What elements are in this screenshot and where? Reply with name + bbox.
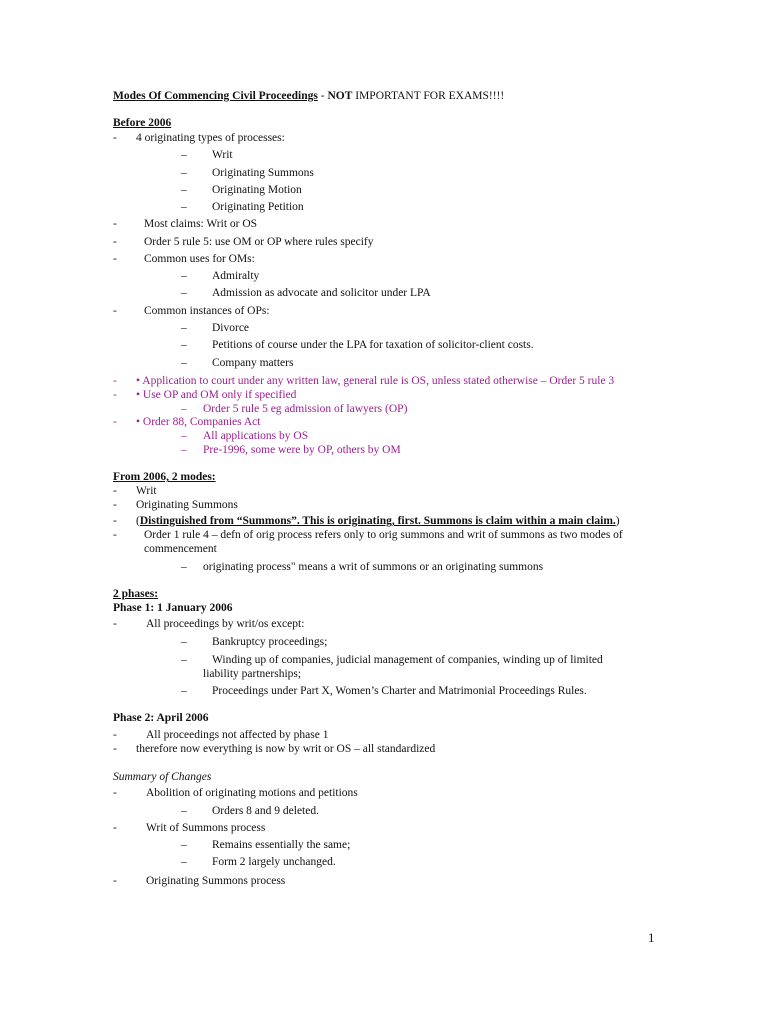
- sub-dash: –: [181, 287, 187, 299]
- title-sep: -: [317, 90, 328, 102]
- bullet-dash: -: [113, 485, 117, 497]
- note-sub-item: All applications by OS: [203, 430, 309, 442]
- bullet-dash: -: [113, 499, 117, 511]
- list-item: (Distinguished from “Summons”. This is originating, first. Summons is claim within a main claim.): [136, 515, 620, 527]
- sub-dash: –: [181, 856, 187, 868]
- note-sub-item: Pre-1996, some were by OP, others by OM: [203, 444, 401, 456]
- list-item: Writ of Summons process: [146, 822, 266, 834]
- bullet-dash: -: [113, 618, 117, 630]
- sub-dash: –: [181, 444, 187, 456]
- sub-dash: –: [181, 839, 187, 851]
- bullet-dash: -: [113, 787, 117, 799]
- sub-item: Originating Motion: [212, 184, 302, 196]
- sub-dash: –: [181, 167, 187, 179]
- bullet-dash: -: [113, 389, 117, 401]
- bullet-dash: -: [113, 305, 117, 317]
- bullet-dash: -: [113, 529, 117, 541]
- bullet-dash: -: [113, 132, 117, 144]
- page-number: 1: [648, 930, 655, 945]
- sub-item: Petitions of course under the LPA for taxation of solicitor-client costs.: [212, 339, 534, 351]
- sub-item-continuation: liability partnerships;: [203, 668, 302, 680]
- sub-item: Admiralty: [212, 270, 260, 282]
- sub-dash: –: [181, 322, 187, 334]
- phase-2-heading: Phase 2: April 2006: [113, 712, 209, 724]
- list-item: All proceedings by writ/os except:: [146, 618, 305, 630]
- sub-dash: –: [181, 403, 187, 415]
- sub-dash: –: [181, 184, 187, 196]
- bullet-dash: -: [113, 729, 117, 741]
- sub-item: Company matters: [212, 357, 294, 369]
- summary-heading: Summary of Changes: [113, 771, 212, 783]
- title-not: NOT: [327, 90, 353, 102]
- sub-dash: –: [181, 149, 187, 161]
- bullet-dash: -: [113, 375, 117, 387]
- sub-dash: –: [181, 636, 187, 648]
- bullet-dash: -: [113, 743, 117, 755]
- sub-item: Bankruptcy proceedings;: [212, 636, 328, 648]
- bullet-dash: -: [113, 253, 117, 265]
- bullet-dash: -: [113, 416, 117, 428]
- sub-dash: –: [181, 685, 187, 697]
- list-item: Most claims: Writ or OS: [144, 218, 258, 230]
- bullet-dash: -: [113, 236, 117, 248]
- sub-item: Originating Petition: [212, 201, 304, 213]
- sub-dash: –: [181, 357, 187, 369]
- bullet-dash: -: [113, 875, 117, 887]
- list-item: Abolition of originating motions and petitions: [146, 787, 358, 799]
- title-rest: IMPORTANT FOR EXAMS!!!!: [352, 90, 505, 102]
- list-item: Writ: [136, 485, 157, 497]
- phase-1-heading: Phase 1: 1 January 2006: [113, 602, 233, 614]
- list-item: Originating Summons process: [146, 875, 286, 887]
- note-item: • Use OP and OM only if specified: [136, 389, 297, 401]
- sub-item: Proceedings under Part X, Women’s Charter and Matrimonial Proceedings Rules.: [212, 685, 587, 697]
- list-item: All proceedings not affected by phase 1: [146, 729, 329, 741]
- sub-item: Winding up of companies, judicial management of companies, winding up of limited: [212, 654, 603, 666]
- list-item-continuation: commencement: [144, 543, 217, 555]
- list-item: Originating Summons: [136, 499, 238, 511]
- sub-dash: –: [181, 805, 187, 817]
- list-item: therefore now everything is now by writ or OS – all standardized: [136, 743, 436, 755]
- sub-item: Admission as advocate and solicitor under LPA: [212, 287, 431, 299]
- list-item: Order 1 rule 4 – defn of orig process refers only to orig summons and writ of summons as two modes of: [144, 529, 623, 541]
- sub-dash: –: [181, 561, 187, 573]
- list-item: Common instances of OPs:: [144, 305, 270, 317]
- section-heading-from-2006: From 2006, 2 modes:: [113, 471, 216, 483]
- bullet-dash: -: [113, 515, 117, 527]
- sub-item: Orders 8 and 9 deleted.: [212, 805, 319, 817]
- distinguished-note: Distinguished from “Summons”. This is originating, first. Summons is claim within a main claim.: [139, 515, 616, 527]
- bullet-dash: -: [113, 822, 117, 834]
- sub-dash: –: [181, 654, 187, 666]
- list-item: Order 5 rule 5: use OM or OP where rules specify: [144, 236, 374, 248]
- sub-dash: –: [181, 430, 187, 442]
- sub-item: Writ: [212, 149, 233, 161]
- section-heading-before-2006: Before 2006: [113, 117, 172, 129]
- document-title: [113, 89, 504, 103]
- note-item: • Order 88, Companies Act: [136, 416, 261, 428]
- section-heading-2-phases: 2 phases:: [113, 588, 159, 600]
- sub-item: Form 2 largely unchanged.: [212, 856, 336, 868]
- sub-item: Divorce: [212, 322, 250, 334]
- bullet-dash: -: [113, 218, 117, 230]
- list-item: 4 originating types of processes:: [136, 132, 285, 144]
- sub-dash: –: [181, 270, 187, 282]
- note-item: • Application to court under any written law, general rule is OS, unless stated otherwise – Order 5 rule 3: [136, 375, 615, 387]
- sub-item: originating process" means a writ of summons or an originating summons: [203, 561, 544, 573]
- sub-item: Originating Summons: [212, 167, 314, 179]
- sub-dash: –: [181, 339, 187, 351]
- note-sub-item: Order 5 rule 5 eg admission of lawyers (OP): [203, 403, 408, 415]
- sub-dash: –: [181, 201, 187, 213]
- title-heading: Modes Of Commencing Civil Proceedings: [113, 90, 318, 102]
- list-item: Common uses for OMs:: [144, 253, 255, 265]
- sub-item: Remains essentially the same;: [212, 839, 351, 851]
